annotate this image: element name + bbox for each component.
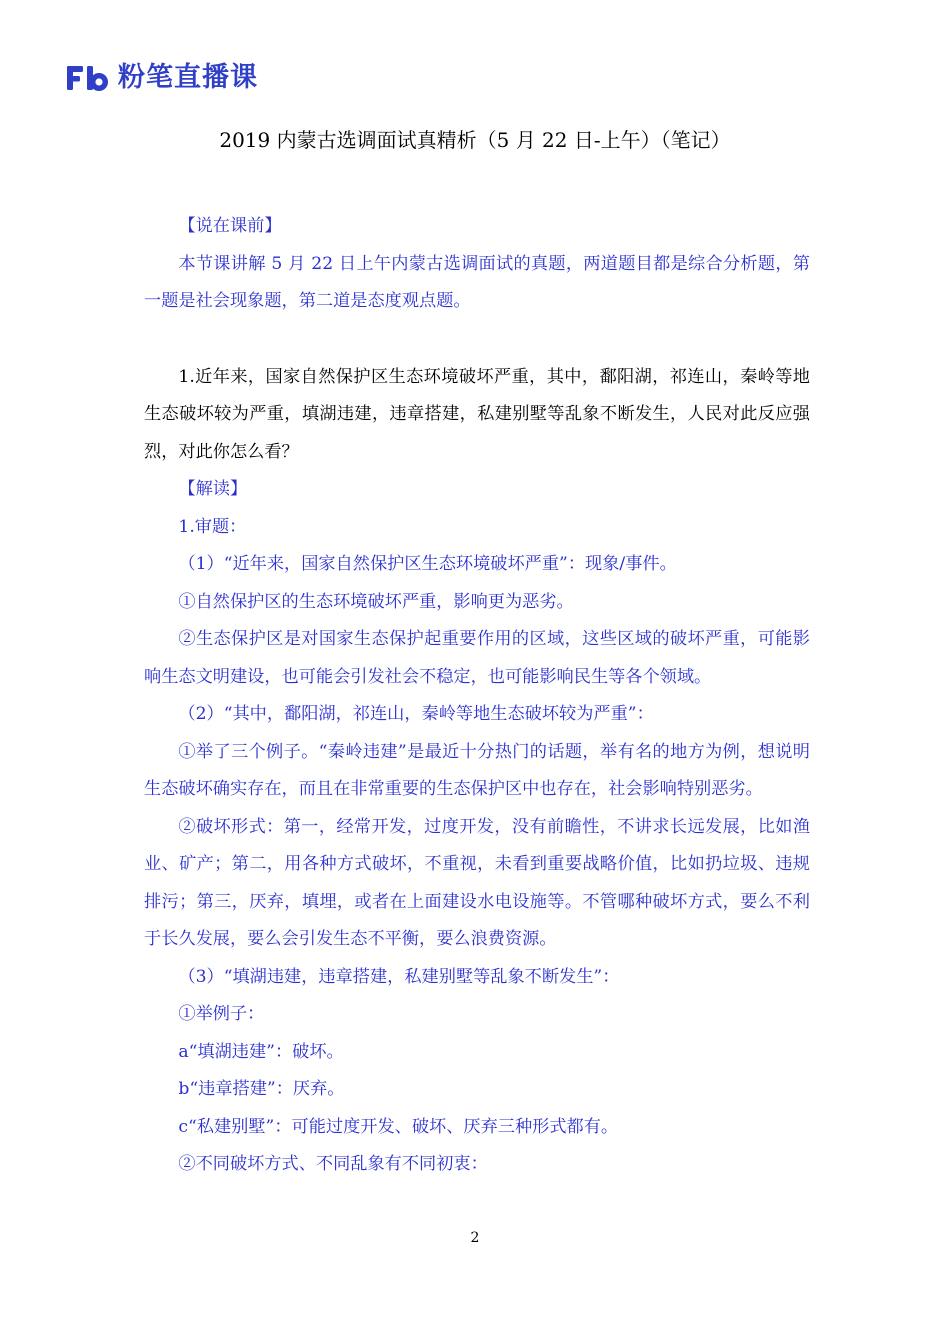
point-item: ①举了三个例子。“秦岭违建”是最近十分热门的话题，举有名的地方为例，想说明生态破坏确实存在，而且在非常重要的生态保护区中也存在，社会影响特别恶劣。 xyxy=(144,741,810,799)
sub-item: a“填湖违建”：破坏。 xyxy=(178,1041,344,1062)
point-item: ②破坏形式：第一，经常开发，过度开发，没有前瞻性，不讲求长远发展，比如渔业、矿产；第二，用各种方式破坏，不重视，未看到重要战略价值，比如扔垃圾、违规排污；第三，厌弃，填埋，或者在上面建设水电设施等。不管哪种破坏方式，要么不利于长久发展，要么会引发生态不平衡，要么浪费资源。 xyxy=(144,816,810,949)
point-item: ①举例子： xyxy=(178,1004,265,1024)
point-item: ①自然保护区的生态环境破坏严重，影响更为恶劣。 xyxy=(178,591,574,612)
question-paragraph: 1.近年来，国家自然保护区生态环境破坏严重，其中，鄱阳湖，祁连山，秦岭等地生态破坏较为严重，填湖违建，违章搭建，私建别墅等乱象不断发生，人民对此反应强烈，对此你怎么看？ xyxy=(144,366,810,462)
sub-item: b“违章搭建”：厌弃。 xyxy=(178,1079,345,1099)
point-item: ②生态保护区是对国家生态保护起重要作用的区域，这些区域的破坏严重，可能影响生态文明建设，也可能会引发社会不稳定，也可能影响民生等各个领域。 xyxy=(144,629,810,687)
intro-paragraph: 本节课讲解 5 月 22 日上午内蒙古选调面试的真题，两道题目都是综合分析题，第一题是社会现象题，第二道是态度观点题。 xyxy=(144,253,810,311)
point-heading: （3）“填湖违建，违章搭建，私建别墅等乱象不断发生”： xyxy=(178,966,620,987)
intro-heading: 【说在课前】 xyxy=(178,216,282,236)
sub-item: c“私建别墅”：可能过度开发、破坏、厌弃三种形式都有。 xyxy=(178,1116,619,1137)
point-heading: （2）“其中，鄱阳湖，祁连山，秦岭等地生态破坏较为严重”： xyxy=(178,704,654,724)
point-heading: （1）“近年来，国家自然保护区生态环境破坏严重”：现象/事件。 xyxy=(178,554,677,574)
point-item: ②不同破坏方式、不同乱象有不同初衷： xyxy=(178,1154,488,1174)
logo-text: 粉笔直播课 xyxy=(118,62,258,93)
brand-logo xyxy=(66,60,258,96)
document-title: 2019 内蒙古选调面试真精析（5 月 22 日-上午）（笔记） xyxy=(219,128,731,152)
page-number: 2 xyxy=(470,1230,480,1246)
fb-logo-icon xyxy=(66,63,110,93)
step-heading: 1.审题： xyxy=(178,516,247,537)
document-body xyxy=(144,208,810,1184)
analysis-heading: 【解读】 xyxy=(178,479,248,499)
